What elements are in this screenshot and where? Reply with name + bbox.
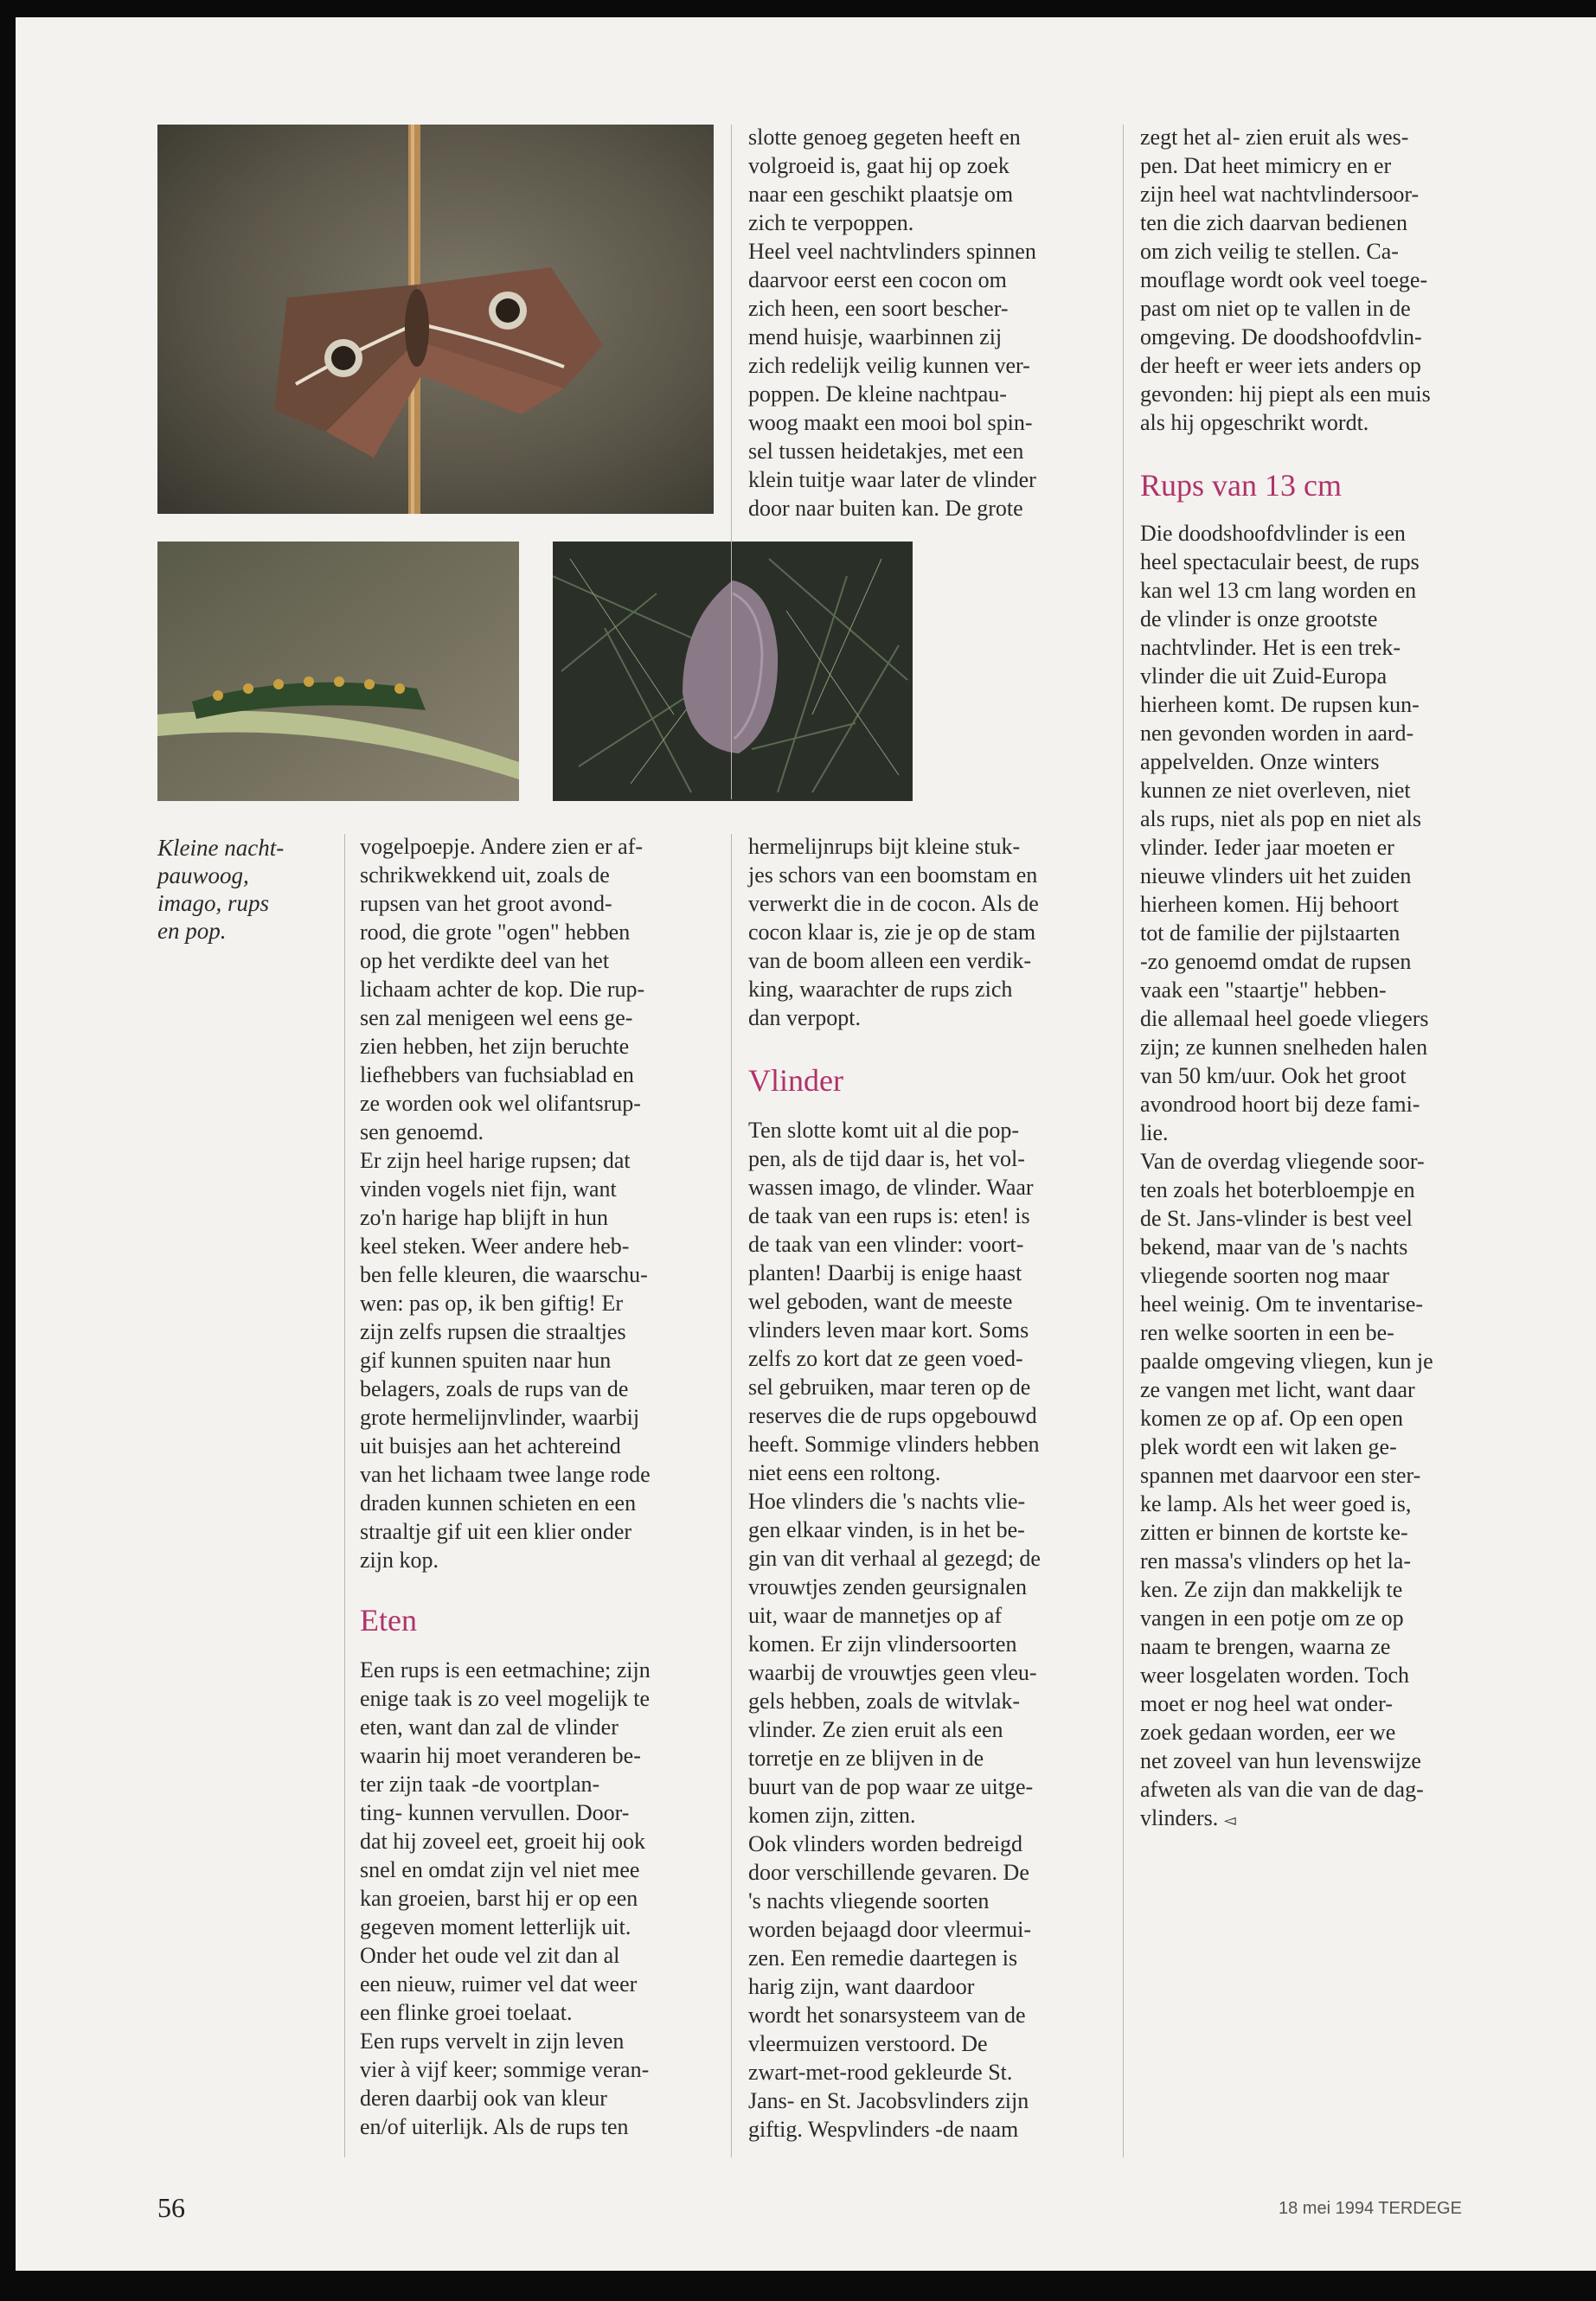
column-3-body: Die doodshoofdvlinder is een heel spectaculair beest, de rups kan wel 13 cm lang worden en de vlinder is onze grootste nachtvlinder. Het is een trek- vlinder die uit Zuid-Europa hierheen komt. De rupsen kun- nen gevonden worden in aard- appelvelden. Onze winters kunnen ze niet overleven, niet als rups, niet als pop en niet als vlinder. Ieder jaar moeten er nieuwe vlinders uit het zuiden hierheen komen. Hij behoort tot de familie der pijlstaarten -zo genoemd omdat de rupsen vaak een "staartje" hebben- die allemaal heel goede vliegers zijn; ze kunnen snelheden halen van 50 km/uur. Ook het groot avondrood hoort bij deze fami- lie. Van de overdag vliegende soor- ten zoals het boterbloempje en de St. Jans-vlinder is best veel bekend, maar van de 's nachts vliegende soorten nog maar heel weinig. Om te inventarise- ren welke soorten in een be- paalde omgeving vliegen, kun je ze vangen met licht, want daar komen ze op af. Op een open plek wordt een wit laken ge- spannen met daarvoor een ster- ke lamp. Als het weer goed is, zitten er binnen de kortste ke- ren massa's vlinders op het la- ken. Ze zijn dan makkelijk te vangen in een potje om ze op naam te brengen, waarna ze weer losgelaten worden. Toch moet er nog heel wat onder- zoek gedaan worden, eer we net zoveel van hun levenswijze afweten als van die van de dag- vlinders. bbox=[1140, 521, 1433, 1830]
issue-footer: 18 mei 1994 TERDEGE bbox=[1279, 2199, 1462, 2218]
heading-eten: Eten bbox=[360, 1603, 417, 1638]
column-1-text-b: Een rups is een eetmachine; zijn enige taak is zo veel mogelijk te eten, want dan zal de vlinder waarin hij moet veranderen be- ter zijn taak -de voortplan- ting- kunnen vervullen. Door- dat hij zoveel eet, groeit hij ook snel en omdat zijn vel niet mee kan groeien, barst hij er op een gegeven moment letterlijk uit. Onder het oude vel zit dan al een nieuw, ruimer vel dat weer een flinke groei toelaat. Een rups vervelt in zijn leven vier à vijf keer; sommige veran- deren daarbij ook van kleur en/of uiterlijk. Als de rups ten bbox=[360, 1657, 651, 2139]
end-mark-icon: ◅ bbox=[1223, 1811, 1236, 1829]
column-rule-3 bbox=[1123, 125, 1124, 2157]
column-2-text-a: hermelijnrups bijt kleine stuk- jes schors van een boomstam en verwerkt die in de cocon. Als de cocon klaar is, zie je op de stam van de boom alleen een verdik- king, waarachter de rups zich dan verpopt. bbox=[748, 834, 1039, 1030]
caterpillar-photo bbox=[157, 542, 519, 801]
cocoon-photo bbox=[553, 542, 913, 801]
column-rule-1 bbox=[344, 834, 345, 2157]
moth-image bbox=[157, 125, 714, 514]
column-2-top-text: slotte genoeg gegeten heeft en volgroeid is, gaat hij op zoek naar een geschikt plaatsje om zich te verpoppen. Heel veel nachtvlinders spinnen daarvoor eerst een cocon om zich heen, een soort bescher- mend huisje, waarbinnen zij zich redelijk veilig kunnen ver- poppen. De kleine nachtpau- woog maakt een mooi bol spin- sel tussen heidetakjes, met een klein tuitje waar later de vlinder door naar buiten kan. De grote bbox=[748, 125, 1036, 521]
caterpillar-image bbox=[157, 542, 519, 801]
column-1-text-a: vogelpoepje. Andere zien er af- schrikwekkend uit, zoals de rupsen van het groot avond- rood, die grote "ogen" hebben op het verdikte deel van het lichaam achter de kop. Die rup- sen zal menigeen wel eens ge- zien hebben, het zijn beruchte liefhebbers van fuchsiablad en ze worden ook wel olifantsrup- sen genoemd. Er zijn heel harige rupsen; dat vinden vogels niet fijn, want zo'n harige hap blijft in hun keel steken. Weer andere heb- ben felle kleuren, die waarschu- wen: pas op, ik ben giftig! Er zijn zelfs rupsen die straaltjes gif kunnen spuiten naar hun belagers, zoals de rups van de grote hermelijnvlinder, waarbij uit buisjes aan het achtereind van het lichaam twee lange rode draden kunnen schieten en een straaltje gif uit een klier onder zijn kop. bbox=[360, 834, 651, 1573]
column-rule-2 bbox=[731, 125, 732, 799]
column-2-text-b: Ten slotte komt uit al die pop- pen, als de tijd daar is, het vol- wassen imago, de vlinder. Waar de taak van een rups is: eten! is de taak van een vlinder: voort- planten! Daarbij is enige haast wel geboden, want de meeste vlinders leven maar kort. Soms zelfs zo kort dat ze geen voed- sel gebruiken, maar teren op de reserves die de rups opgebouwd heeft. Sommige vlinders hebben niet eens een roltong. Hoe vlinders die 's nachts vlie- gen elkaar vinden, is in het be- gin van dit verhaal al gezegd; de vrouwtjes zenden geursignalen uit, waar de mannetjes op af komen. Er zijn vlindersoorten waarbij de vrouwtjes geen vleu- gels hebben, zoals de witvlak- vlinder. Ze zien eruit als een torretje en ze blijven in de buurt van de pop waar ze uitge- komen zijn, zitten. Ook vlinders worden bedreigd door verschillende gevaren. De 's nachts vliegende soorten worden bejaagd door vleermui- zen. Een remedie daartegen is harig zijn, want daardoor wordt het sonarsysteem van de vleermuizen verstoord. De zwart-met-rood gekleurde St. Jans- en St. Jacobsvlinders zijn giftig. Wespvlinders -de naam bbox=[748, 1118, 1041, 2142]
moth-photo bbox=[157, 125, 714, 514]
cocoon-image bbox=[553, 542, 913, 801]
page-number: 56 bbox=[157, 2192, 185, 2223]
heading-rups-van-13-cm: Rups van 13 cm bbox=[1140, 468, 1342, 503]
column-3-bottom-text bbox=[1140, 519, 1512, 1835]
column-3-top-text: zegt het al- zien eruit als wes- pen. Dat heet mimicry en er zijn heel wat nachtvlindersoor- ten die zich daarvan bedienen om zich veilig te stellen. Ca- mouflage wordt ook veel toege- past om niet op te vallen in de omgeving. De doodshoofdvlin- der heeft er weer iets anders op gevonden: hij piept als een muis als hij opgeschrikt wordt. bbox=[1140, 125, 1431, 435]
photo-caption: Kleine nacht- pauwoog, imago, rups en pop. bbox=[157, 835, 285, 944]
heading-vlinder: Vlinder bbox=[748, 1063, 843, 1098]
magazine-page bbox=[16, 17, 1596, 2271]
